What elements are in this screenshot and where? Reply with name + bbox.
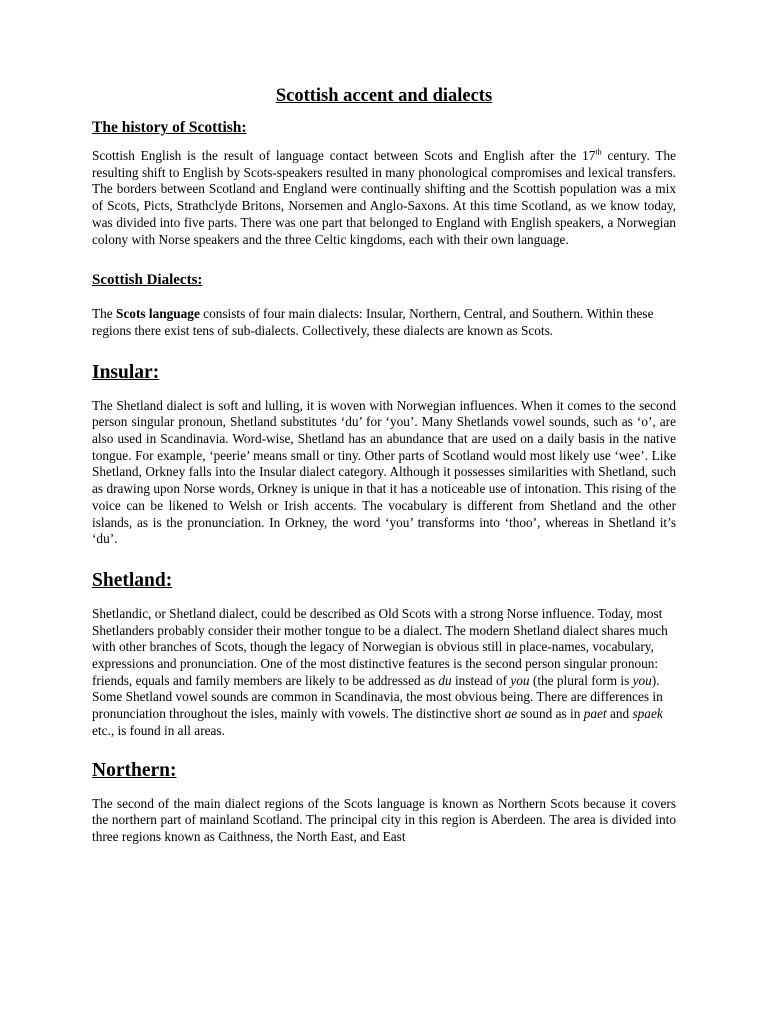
heading-northern: Northern: (92, 759, 177, 781)
shetland-italic-paet: paet (583, 706, 607, 722)
paragraph-scottish-dialects (92, 306, 676, 339)
shetland-text-7: etc., is found in all areas. (92, 722, 225, 738)
document-page (92, 84, 676, 862)
paragraph-northern: The second of the main dialect regions of the Scots language is known as Northern Scots because it covers the northern part of mainland Scotland. The principal city in this region is Aberdeen. The area is divided into three regions known as Caithness, the North East, and East (92, 795, 676, 844)
shetland-text-3: (the plural form is (529, 672, 633, 688)
history-text-part1: Scottish English is the result of language contact between Scots and English after the 17 (92, 148, 596, 163)
heading-scottish-dialects: Scottish Dialects: (92, 272, 203, 289)
shetland-text-5: sound as in (517, 706, 584, 722)
shetland-text-2: instead of (451, 672, 511, 688)
shetland-italic-you: you (510, 672, 530, 688)
paragraph-history (92, 148, 676, 248)
shetland-text-1: Shetlandic, or Shetland dialect, could be described as Old Scots with a strong Norse influence. Today, most Shetlanders probably consider their mother tongue to be a dialect. The modern Shetland dialect shares much with other branches of Scots, though the legacy of Norwegian is obvious still in place-names, vocabulary, expressions and pronunciation. One of the most distinctive features is the second person singular pronoun: friends, equals and family members are likely to be addressed as (92, 605, 668, 688)
shetland-italic-ae: ae (504, 706, 518, 722)
shetland-italic-you-plural: you (632, 672, 652, 688)
shetland-italic-spaek: spaek (632, 706, 663, 722)
shetland-italic-du: du (438, 672, 452, 688)
heading-shetland: Shetland: (92, 569, 173, 591)
dialects-text-end: consists of four main dialects: Insular, Northern, Central, and Southern. Within these regions there exist tens of sub-dialects. Collectively, these dialects are known as Scots. (92, 306, 654, 338)
paragraph-insular: The Shetland dialect is soft and lulling, it is woven with Norwegian influences. When it comes to the second person singular pronoun, Shetland substitutes ‘du’ for ‘you’. Many Shetlands vowel sounds, such as ‘o’, are also used in Scandinavia. Word-wise, Shetland has an abundance that are used on a daily basis in the native tongue. For example, ‘peerie’ means small or tiny. Other parts of Scotland would most likely use ‘wee’. Like Shetland, Orkney falls into the Insular dialect category. Although it possesses similarities with Shetland, such as drawing upon Norse words, Orkney is unique in that it has a noticeable use of intonation. This rising of the voice can be likened to Welsh or Irish accents. The vocabulary is different from Shetland and the other islands, as is the pronunciation. In Orkney, the word ‘you’ transforms into ‘thoo’, whereas in Shetland it’s ‘du’. (92, 397, 676, 547)
history-superscript: th (595, 147, 602, 157)
heading-insular: Insular: (92, 361, 160, 383)
history-text-part2: century. The resulting shift to English by Scots-speakers resulted in many phonological compromises and lexical transfers. The borders between Scotland and England were continually shifting and the Scottish population was a mix of Scots, Picts, Strathclyde Britons, Norsemen and Anglo-Saxons. At this time Scotland, as we know today, was divided into five parts. There was one part that belonged to England with English speakers, a Norwegian colony with Norse speakers and the three Celtic kingdoms, each with their own language. (92, 148, 676, 247)
dialects-bold-term: Scots language (116, 306, 200, 322)
heading-history: The history of Scottish: (92, 119, 247, 136)
paragraph-shetland (92, 606, 676, 740)
shetland-text-4: ). Some Shetland vowel sounds are common in Scandinavia, the most obvious being. There are differences in pronunciation throughout the isles, mainly with vowels. The distinctive short (92, 672, 663, 722)
document-title: Scottish accent and dialects (275, 86, 493, 106)
dialects-text-start: The (92, 306, 116, 322)
shetland-text-6: and (606, 706, 633, 722)
